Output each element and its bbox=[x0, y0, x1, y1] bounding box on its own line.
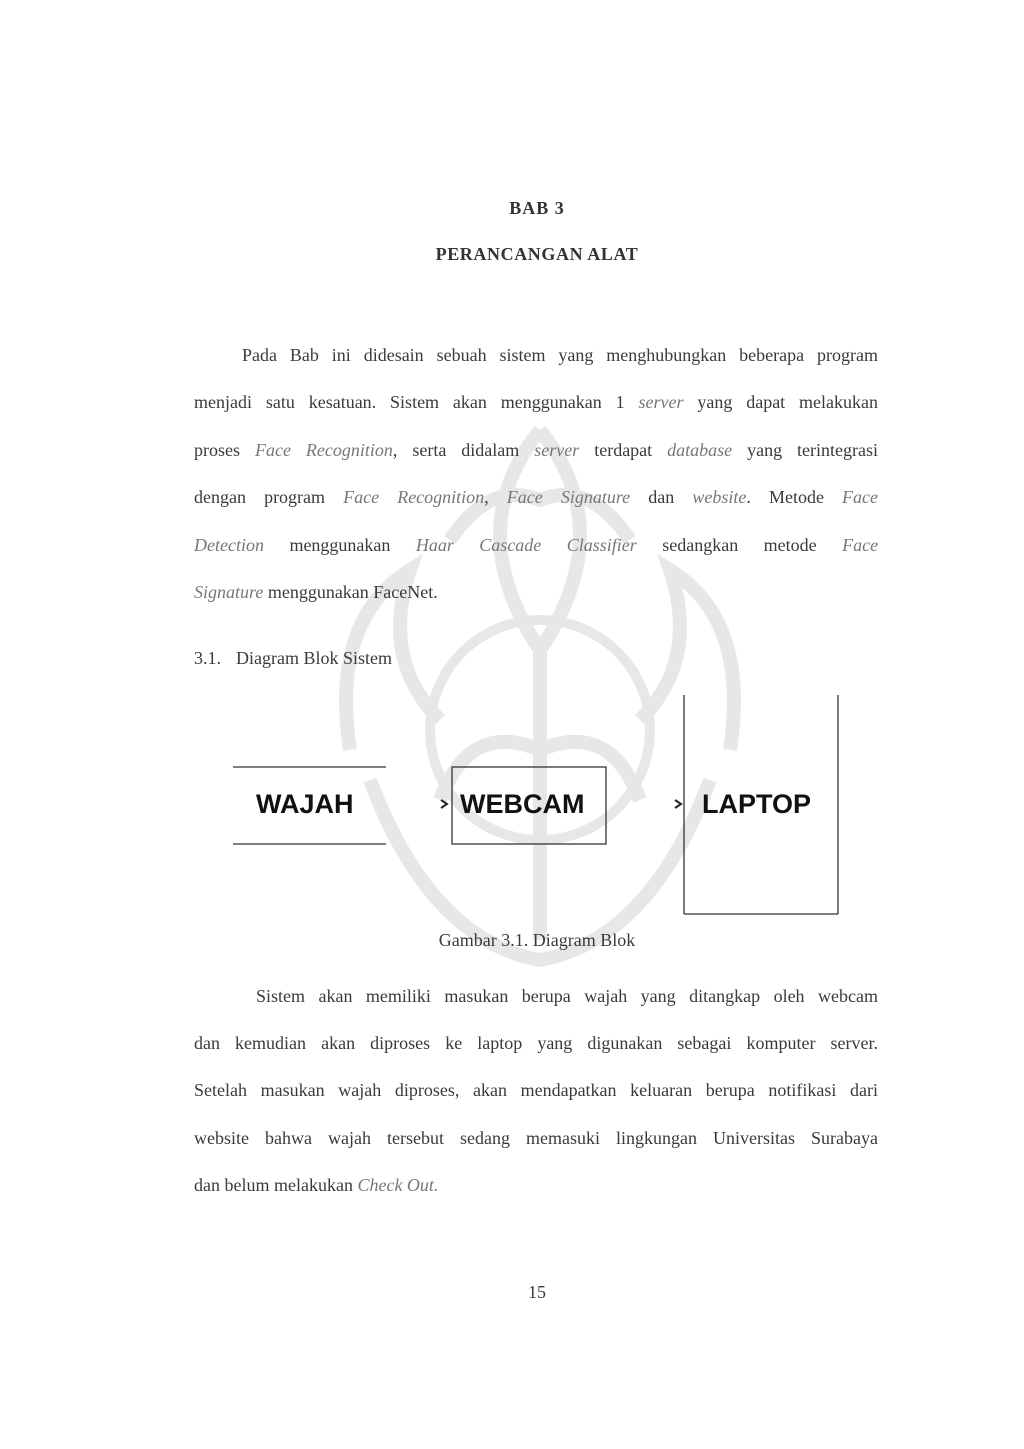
section-title: Diagram Blok Sistem bbox=[236, 648, 392, 668]
section-number: 3.1. bbox=[194, 648, 221, 668]
chapter-number: BAB 3 bbox=[509, 198, 565, 218]
intro-line-5: Detection menggunakan Haar Cascade Classifier sedangkan metode Face bbox=[194, 535, 879, 555]
intro-line-4: dengan program Face Recognition, Face Signature dan website. Metode Face bbox=[194, 487, 879, 507]
section-heading bbox=[194, 648, 392, 669]
figure-caption: Gambar 3.1. Diagram Blok bbox=[438, 930, 636, 950]
intro-line-6: Signature menggunakan FaceNet. bbox=[194, 582, 438, 602]
chapter-title: PERANCANGAN ALAT bbox=[435, 244, 639, 264]
body-line-1: Sistem akan memiliki masukan berupa wajah yang ditangkap oleh webcam bbox=[256, 986, 878, 1006]
body-line-2: dan kemudian akan diproses ke laptop yang digunakan sebagai komputer server. bbox=[194, 1033, 878, 1053]
body-line-3: Setelah masukan wajah diproses, akan mendapatkan keluaran berupa notifikasi dari bbox=[194, 1080, 878, 1100]
block-webcam-label: WEBCAM bbox=[460, 789, 585, 819]
block-wajah-label: WAJAH bbox=[256, 789, 354, 819]
body-line-4: website bahwa wajah tersebut sedang memasuki lingkungan Universitas Surabaya bbox=[194, 1128, 878, 1148]
intro-line-1: Pada Bab ini didesain sebuah sistem yang menghubungkan beberapa program bbox=[242, 345, 878, 365]
page-number: 15 bbox=[528, 1282, 546, 1302]
intro-line-2: menjadi satu kesatuan. Sistem akan menggunakan 1 server yang dapat melakukan bbox=[194, 392, 879, 412]
intro-line-3: proses Face Recognition, serta didalam server terdapat database yang terintegrasi bbox=[194, 440, 879, 460]
body-line-5: dan belum melakukan Check Out. bbox=[194, 1175, 439, 1195]
block-laptop-label: LAPTOP bbox=[702, 789, 812, 819]
block-diagram bbox=[225, 690, 850, 925]
